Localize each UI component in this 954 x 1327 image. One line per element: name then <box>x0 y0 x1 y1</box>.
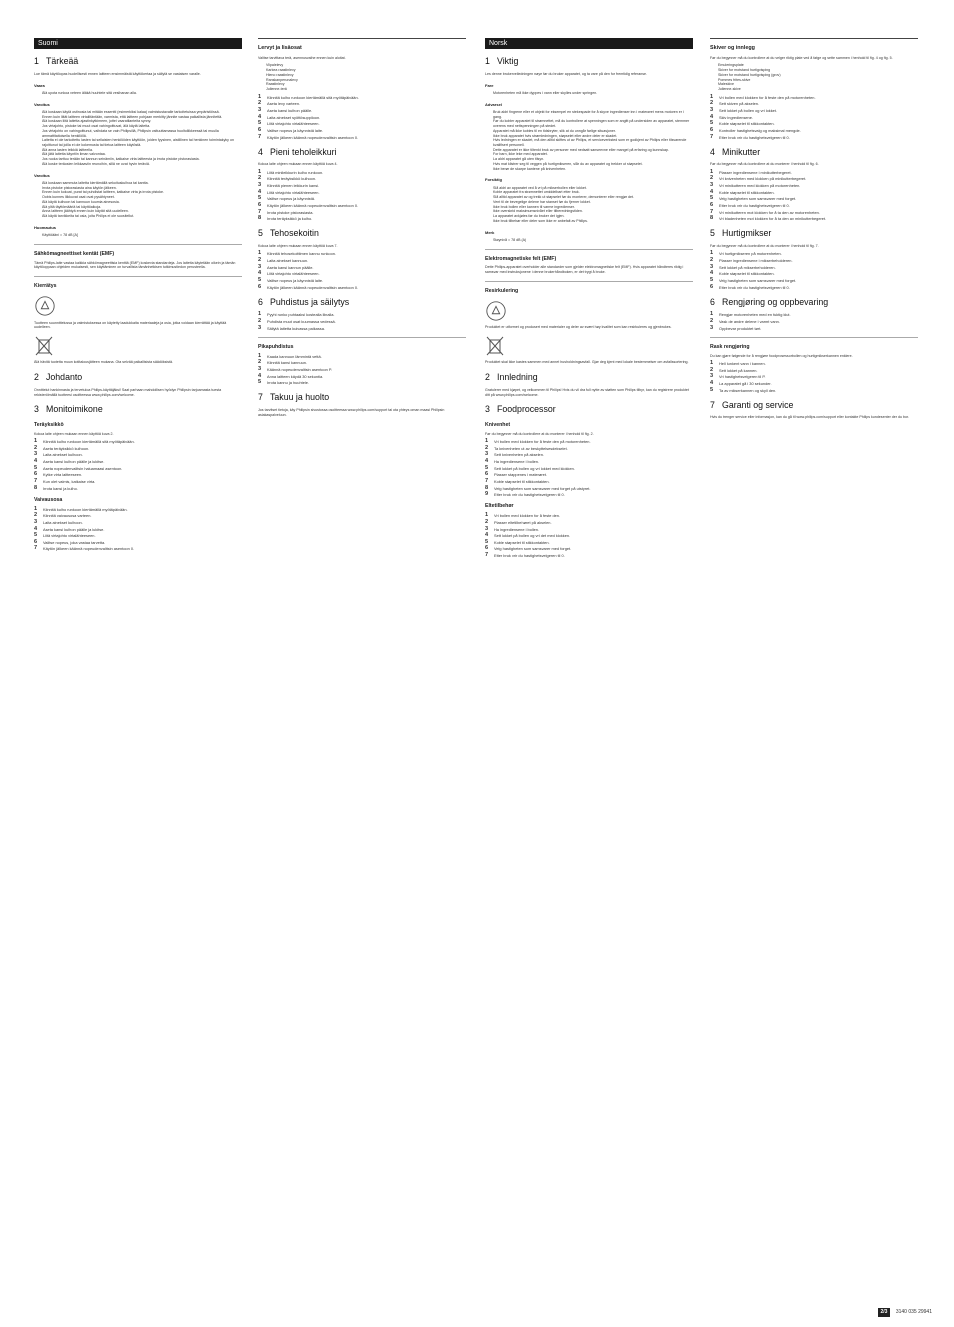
subheading: Kierrätys <box>34 283 57 290</box>
step-item: 3 Sett knivenheten på akselen. <box>485 451 544 458</box>
step-item: 1 Kaada kannuun lämmintä vettä. <box>258 352 322 359</box>
step-item: 5 Koble støpselet til stikkontakten. <box>710 120 775 127</box>
step-item: 6 Plasser stappenes i materøret. <box>485 471 547 478</box>
section-title: 1 Tärkeää <box>34 56 79 67</box>
step-item: 4 Liitä virtajohto virtalähteeseen. <box>258 188 320 195</box>
step-item: 6 Kontroller hastighetsvalg og maksimal mengde. <box>710 127 801 134</box>
disc-list <box>710 63 918 91</box>
step-item: 4 Liitä virtajohto virtalähteeseen. <box>258 270 320 277</box>
paragraph: Kokoa laite ohjeen mukaan ennen käyttöä kuva 4. <box>258 162 338 167</box>
accessory-list <box>258 63 466 91</box>
subheading: Rask rengjøring <box>710 343 750 350</box>
list-item: • Hieno raastinlevy <box>266 73 466 78</box>
step-item: 3 Laita ainekset kulhoon. <box>34 451 83 458</box>
list-item: • Koble apparatet fra strømnettet umiddelbart etter bruk. <box>493 190 693 195</box>
step-item: 4 La apparatet gå i 30 sekunder. <box>710 379 772 386</box>
paragraph: Før du begynner må du kontrollere at du monterer i henhold til fig. 7. <box>710 244 819 249</box>
paragraph: Før du begynner må du kontrollere at du velger riktig plate ved å følge og sette sammen i henhold til fig. 4 og fig. 5. <box>710 56 893 61</box>
recycle-icon <box>485 300 507 322</box>
paragraph: Jos tarvitset tietoja, käy Philipsin sivustossa osoitteessa www.philips.com/support tai ota yhteys oman maasi Philipsin asiakaspalveluun. <box>258 408 445 417</box>
list-item: • Anna laitteen jäähtyä ennen kuin käytät sitä uudelleen. <box>42 209 242 214</box>
list-item: • Slå alltid apparatet av og trekk ut støpselet før du monterer, demonterer eller rengjør det. <box>493 195 693 200</box>
list-item: • Ennen kuin kokoat, purat tai puhdistat laitteen, katkaise virta ja irrota pistoke. <box>42 190 242 195</box>
step-item: 3 Käännä nopeudenvalitsin asentoon P. <box>258 365 333 372</box>
crossed-bin-icon <box>34 335 54 357</box>
step-item: 2 Vri knivenheten med klokken på minikutterbegeret. <box>710 175 807 182</box>
list-item: • Dette apparatet er ikke tiltenkt bruk av personer med nedsatt sanseevne eller mangel på erfaring og kunnskap. <box>493 148 693 153</box>
list-item: • Ikke bruk apparatet hvis strømledningen, støpselet eller andre deler er skadet. <box>493 134 693 139</box>
list-item: • Ranskanperunalevy <box>266 78 466 83</box>
step-item: 8 Vri bladenheten mot klokken for å ta den av minikutterbegeret. <box>710 215 827 222</box>
step-item: 2 Plasser ingrediensene i mikserbeholderen. <box>710 256 793 263</box>
step-item: 5 Valitse nopeus ja käynnistä. <box>258 195 315 202</box>
subheading: Forsiktig <box>485 177 502 183</box>
step-item: 5 Koble støpselet til stikkontakten. <box>485 538 550 545</box>
step-item: 4 Aseta kansi kulhon päälle ja lukitse. <box>34 525 105 532</box>
subheading: Advarsel <box>485 101 502 107</box>
step-item: 8 Velg hastigheten som samsvarer med forget på utstyret. <box>485 484 591 491</box>
noise-value: • Støynivå = 78 dB (A) <box>493 238 693 243</box>
caution-list <box>485 186 693 224</box>
subheading: Huomautus <box>34 224 56 230</box>
list-item: • Motorenheten må ikke dyppes i vann eller skylles under springen. <box>493 91 693 96</box>
step-item: 1 Liitä minileikkurin kulho runkoon. <box>258 168 324 175</box>
paragraph: Les denne brukerveiledningen nøye før du bruker apparatet, og ta vare på den for fremtidig referanse. <box>485 71 648 76</box>
step-item: 5 Aseta nopeudenvalitsin haluamaasi asentoon. <box>34 464 123 471</box>
steps-list <box>258 312 466 330</box>
list-item: • Jos virtajohto on vahingoittunut, vaihdata se vain Philipsillä, Philipsin valtuuttamassa huoltoliikkeessä tai muulla ammattitaitoisella henkilöllä. <box>42 129 242 138</box>
paragraph: Kokoa laite ohjeen mukaan ennen käyttöä kuva 2. <box>34 431 114 436</box>
column-no-2 <box>710 38 918 1307</box>
step-item: 9 Etter bruk vrir du hastighetsvelgeren til 0. <box>485 491 565 498</box>
section-title: 1 Viktig <box>485 56 519 67</box>
step-item: 6 Velg hastigheten som samsvarer med forget. <box>485 545 572 552</box>
danger-list <box>485 91 693 96</box>
steps-list <box>258 354 466 386</box>
steps-list <box>485 439 693 497</box>
paragraph: Kokoa laite ohjeen mukaan ennen käyttöä kuva 7. <box>258 244 338 249</box>
step-item: 3 Aseta kansi kannun päälle. <box>258 263 314 270</box>
step-item: 3 Oppbevar produktet tørt. <box>710 324 762 331</box>
list-item: • Hvis mat klistrer seg til veggen på hurtigmikseren, slår du av apparatet og trekker ut støpselet. <box>493 162 693 167</box>
list-item: • Emuleringsplate <box>718 63 918 68</box>
step-item: 1 Rengjør motorenheten med en fuktig klut. <box>710 311 791 318</box>
paragraph: Gratulerer med kjøpet, og velkommen til Philips! Hvis du vil dra full nytte av støtten som Philips tilbyr, kan du registrere produktet ditt på www.philips.com/welcome. <box>485 387 689 397</box>
section-title: 2 Innledning <box>485 372 538 383</box>
list-item: • Maleskive <box>718 82 918 87</box>
section-title: 7 Garanti og service <box>710 399 794 410</box>
subheading: Knivenhet <box>485 421 511 428</box>
steps-list <box>258 170 466 222</box>
step-item: 5 Sett lokket på bollen og vri lokket med klokken. <box>485 464 575 471</box>
list-item: • Älä käytä kulhoon tai kannuun kuumia ainesosia. <box>42 200 242 205</box>
step-item: 6 Käytön jälkeen käännä nopeudenvalitsin asentoon 0. <box>258 283 359 290</box>
step-item: 7 Etter bruk vrir du hastighetsvelgeren til 0. <box>485 552 565 559</box>
list-item: • Laitetta ei ole tarkoitettu lasten tai sellaisten henkilöiden käyttöön, joiden fyysinen, aistillinen tai henkinen toimintakyky on rajoittunut tai joilla ei ole kokemusta tai tietoa laitteen käytöstä. <box>42 138 242 147</box>
step-item: 1 Kiinnitä tehosekoittimen kannu runkoon. <box>258 250 336 257</box>
step-item: 7 Etter bruk vrir du hastighetsvelgeren til 0. <box>710 133 790 140</box>
language-tag: Suomi <box>34 38 242 49</box>
section-title: 3 Foodprocessor <box>485 404 556 415</box>
step-item: 5 Velg hastigheten som samsvarer med forget. <box>710 195 797 202</box>
step-item: 7 Käytön jälkeen käännä nopeudenvalitsin asentoon 0. <box>258 133 359 140</box>
list-item: • Skiver for motstand hurtigvisping (grov) <box>718 73 918 78</box>
step-item: 1 Vri bollen med klokken for å feste den på motorenheten. <box>485 437 591 444</box>
subheading: Varoitus <box>34 101 50 107</box>
paragraph: Tuotteen suunnittelussa ja valmistuksessa on käytetty laadukkaita materiaaleja ja osia, jotka voidaan kierrättää ja käyttää uudelleen. <box>34 320 227 330</box>
step-item: 6 Etter bruk vrir du hastighetsvelgeren til 0. <box>710 283 790 290</box>
subheading: Eltetilbehør <box>485 503 514 510</box>
list-item: • Ikke bruk tilbehør eller deler som ikke er anbefalt av Philips. <box>493 219 693 224</box>
paragraph: Dette Philips-apparatet overholder alle standarder som gjelder elektromagnetiske felt (EMF). Hvis apparatet håndteres riktig i samsvar med instruksjonene i denne brukerhåndboken, er det trygt å bruke. <box>485 265 684 275</box>
list-item: • Vent til de bevegelige delene har stanset før du fjerner lokket. <box>493 200 693 205</box>
page-number: 2/3 <box>878 1308 891 1317</box>
step-item: 6 Käytön jälkeen käännä nopeudenvalitsin asentoon 0. <box>258 201 359 208</box>
steps-list <box>710 361 918 393</box>
step-item: 2 Vask de andre delene i varmt vann. <box>710 318 780 324</box>
paragraph: Valitse tarvittava terä, asennusvaihe ennen kuin aloitat. <box>258 56 346 61</box>
step-item: 7 Vri minikutteren mot klokken for å ta den av motorenheten. <box>710 208 820 215</box>
steps-list <box>710 251 918 289</box>
paragraph: Lue tämä käyttöopas huolellisesti ennen laitteen ensimmäistä käyttökertaa ja säilytä se vastaisen varalle. <box>34 71 201 76</box>
list-item: • Ikke berør de skarpe kantene på knivenheten. <box>493 167 693 172</box>
step-item: 5 Liitä virtajohto virtalähteeseen. <box>34 532 96 539</box>
list-item: • Skiver for motstand hurtigvisping <box>718 68 918 73</box>
list-item: • La aldri apparatet gå uten tilsyn. <box>493 157 693 162</box>
paragraph: Älä hävitä tuotetta muun kotitalousjätteen mukana. Ota selvää paikallisista säädöksistä. <box>34 360 174 365</box>
step-item: 4 Sett lokket på bollen og vri det med klokken. <box>485 532 571 539</box>
step-item: 1 Kiinnitä kulho runkoon kiertämällä sitä myötäpäivään. <box>258 93 359 100</box>
list-item: • Julienne-terä <box>266 87 466 92</box>
subheading: Resirkulering <box>485 287 519 294</box>
list-item: • Älä koskaan sammuta laitetta kiertämällä sekoituskulhoa tai kantta. <box>42 181 242 186</box>
subheading: Sähkömagneettiset kentät (EMF) <box>34 250 115 257</box>
section-title: 4 Pieni teholeikkuri <box>258 146 337 157</box>
step-item: 3 Ha ingrediensene i bollen. <box>485 525 539 532</box>
list-item: • Raastinlevy <box>266 82 466 87</box>
warning-list <box>34 110 242 167</box>
step-item: 2 Ta knivenheten ut av beskyttelsesdekselet. <box>485 444 568 451</box>
step-item: 7 Koble støpselet til stikkontakten. <box>485 477 550 484</box>
list-item: • Jos ruoka tarttuu terään tai kannun seinämiin, katkaise virta laitteesta ja irrota pistoke pistorasiasta. <box>42 157 242 162</box>
step-item: 6 Etter bruk vrir du hastighetsvelgeren til 0. <box>710 201 790 208</box>
section-title: 4 Minikutter <box>710 146 761 157</box>
list-item: • La apparatet avkjøles før du bruker det igjen. <box>493 214 693 219</box>
step-item: 1 Hell lunkent vann i kannen. <box>710 359 766 366</box>
language-tag: Norsk <box>485 38 693 49</box>
step-item: 3 Säilytä laitetta kuivassa paikassa. <box>258 324 325 331</box>
list-item: • Karkea raastinlevy <box>266 68 466 73</box>
step-item: 4 Aseta kansi kulhon päälle ja lukitse. <box>34 457 105 464</box>
crossed-bin-icon <box>485 335 505 357</box>
step-item: 4 Anna laitteen käydä 30 sekuntia. <box>258 372 324 379</box>
caution-list <box>34 181 242 219</box>
list-item: • Hvis ledningen er skadet, må den alltid skiftes ut av Philips, et serviceverksted som er godkjent av Philips eller tilsvarende kvalifisert personell. <box>493 138 693 147</box>
paragraph: Onnittelut hankinnasta ja tervetuloa Philips-käyttäjäksi! Saat parhaan mahdollisen hyödyn Philipsin tarjoamasta tuesta rekisteröimällä tuotteesi osoitteessa www.philips.com/welcome. <box>34 387 222 397</box>
step-item: 5 Liitä virtajohto virtalähteeseen. <box>258 120 320 127</box>
step-item: 2 Plasser eltetilbehøret på akselen. <box>485 518 552 525</box>
list-item: • Oobis kunnes liikkuvat osat ovat pysähtyneet. <box>42 195 242 200</box>
list-item: • Älä käytä tarvikkeita tai osia, joita Philips ei ole suositellut. <box>42 214 242 219</box>
step-item: 8 Irrota teräyksikkö ja kulho. <box>258 215 313 222</box>
list-item: • Bruk aldri fingrene eller et objekt for eksempel en stekespade for å skyve ingredienser inn i materøret mens motoren er i gang. <box>493 110 693 119</box>
step-item: 3 Laita ainekset kulhoon. <box>34 518 83 525</box>
list-item: • Pommes frites-skive <box>718 78 918 83</box>
step-item: 2 Kiinnitä kansi kannuun. <box>258 359 308 366</box>
list-item: • Älä upota runkoa veteen äläkä huuhtele sitä vesihanan alla. <box>42 91 242 96</box>
subheading: Merk <box>485 229 495 235</box>
step-item: 1 Kiinnitä kulho runkoon kiertämällä sitä myötäpäivään. <box>34 437 135 444</box>
step-item: 4 Koble støpselet til stikkontakten. <box>710 188 775 195</box>
step-item: 4 Ha ingrediensene i bollen. <box>485 457 539 464</box>
list-item: • Älä koskaan käytä ostinosia tai mitään essentti (esimerkiksi kalaa) valmistustavalle tarkoitetuissa ympäristöissä. <box>42 110 242 115</box>
paragraph: Før du begynner må du kontrollere at du monterer i henhold til fig. 6. <box>710 162 819 167</box>
section-title: 5 Hurtigmikser <box>710 228 772 239</box>
step-item: 2 Kiinnitä teräyksikkö kulhoon. <box>258 175 317 182</box>
list-item: • Før du kobler apparatet til strømnettet, må du kontrollere at spenningen som er angitt på undersiden av apparatet, stemmer overens med nettspenningen på stedet. <box>493 119 693 128</box>
document-code: 3140 035 29941 <box>895 1309 932 1316</box>
paragraph: Produktet er utformet og produsert med materialer og deler av svært høy kvalitet som kan resirkuleres og gjenbrukes. <box>485 325 672 330</box>
step-item: 1 Vri hurtigmikseren på motorenheten. <box>710 250 782 257</box>
step-item: 5 Ta av mikserkannen og skyll den. <box>710 386 777 393</box>
section-title: 2 Johdanto <box>34 372 83 383</box>
section-title: 5 Tehosekoitin <box>258 228 319 239</box>
step-item: 7 Irrota pistoke pistorasiasta. <box>258 208 314 215</box>
steps-list <box>485 513 693 558</box>
danger-list <box>34 91 242 96</box>
step-item: 1 Vri bollen med klokken for å feste den på motorenheten. <box>710 93 816 100</box>
step-item: 1 Plasser ingrediensene i minikutterbegeret. <box>710 168 792 175</box>
list-item: • Ennen kuin liität laitteen virtaliitäntään, varmista, että laitteen pohjaan merkitty jännite vastaa paikallista jännitettä. <box>42 115 242 120</box>
step-item: 5 Valitse nopeus ja käynnistä laite. <box>258 276 324 283</box>
steps-list <box>258 251 466 289</box>
step-item: 3 Vri minikutteren med klokken på motorenheten. <box>710 182 801 189</box>
step-item: 2 Puhdista muut osat kuumassa vedessä. <box>258 318 336 324</box>
subheading: Lervyt ja lisäosat <box>258 45 302 51</box>
column-fi-2 <box>258 38 466 1307</box>
subheading: Skiver og innlegg <box>710 45 755 51</box>
step-item: 3 Vri hastighetsvelgeren til P. <box>710 373 766 380</box>
warning-list <box>485 110 693 172</box>
subheading: Vaivausosa <box>34 496 63 503</box>
noise-value: • Käyttöääni = 78 dB [A] <box>42 233 242 238</box>
subheading: Elektromagnetiske felt (EMF) <box>485 255 557 262</box>
paragraph: Produktet skal ikke kastes sammen med annet husholdningsavfall. Gjør deg kjent med lokale bestemmelser om avfallssortering. <box>485 360 689 365</box>
step-item: 3 Kiinnitä pienen leikkurin kansi. <box>258 182 320 189</box>
step-item: 2 Sett lokket på kannen. <box>710 366 758 373</box>
steps-list <box>710 312 918 330</box>
section-title: 3 Monitoimikone <box>34 404 103 415</box>
step-item: 6 Valitse nopeus ja käynnistä laite. <box>258 127 324 134</box>
steps-list <box>710 95 918 140</box>
section-title: 7 Takuu ja huolto <box>258 392 330 403</box>
subheading: Teräyksikkö <box>34 421 64 428</box>
step-item: 3 Sett lokket på mikserbeholderen. <box>710 263 776 270</box>
recycle-icon <box>34 295 56 317</box>
list-item: • Irrota pistoke pistorasiasta aina käytön jälkeen. <box>42 186 242 191</box>
step-item: 2 Sett skiven på akselen. <box>710 100 760 107</box>
column-fi-1 <box>34 38 242 1307</box>
section-title: 6 Rengjøring og oppbevaring <box>710 296 829 307</box>
paragraph: Tämä Philips-laite vastaa kaikkia sähkömagneettisia kenttiä (EMF) koskevia standardeja. Jos laitetta käytetään oikein ja tämän käyttöoppaan ohjeiden mukaisesti, sen käyttäminen on turvallista tämänhetkisen tutkimustiedon perusteella. <box>34 260 236 270</box>
list-item: • Julienne-skive <box>718 87 918 92</box>
step-item: 2 Aseta teräyksikkö kulhoon. <box>34 444 90 451</box>
steps-list <box>710 170 918 222</box>
subheading: Fare <box>485 82 494 88</box>
step-item: 1 Kiinnitä kulho runkoon kiertämällä myötäpäivään. <box>34 505 128 512</box>
paragraph: Du kan gjøre følgende for å rengjøre foodprosessorbollen og hurtigmikserkannen enklere. <box>710 353 853 358</box>
step-item: 2 Kiinnitä vaivausosa varteen. <box>34 512 92 519</box>
step-item: 6 Valitse nopeus, joka vastaa tarvetta. <box>34 538 106 545</box>
step-item: 8 Irrota kansi ja kulho. <box>34 484 78 491</box>
step-item: 5 Irrota kannu ja huuhtele. <box>258 379 309 386</box>
list-item: • Älä jätä laitetta käyntiin ilman valvontaa. <box>42 152 242 157</box>
list-item: • Apparatet må ikke kobles til en tidsbryter, slik at du unngår farlige situasjoner. <box>493 129 693 134</box>
subheading: Pikapuhdistus <box>258 343 294 350</box>
list-item: • Älä ylitä täyttömääriä tai käyttöaikoja. <box>42 205 242 210</box>
step-item: 1 Vri bollen med klokken for å feste den. <box>485 512 561 519</box>
subheading: Varoitus <box>34 172 50 178</box>
list-item: • Älä koskaan liitä laitetta ajastinkytkimeen, jottei vaaratilanteita synny. <box>42 119 242 124</box>
list-item: • Ikke bruk bollen eller kannen til varme ingredienser. <box>493 205 693 210</box>
step-item: 1 Pyyhi runko puhtaaksi kostealla liinalla. <box>258 311 335 318</box>
step-item: 3 Sett lokket på bollen og vri lokket. <box>710 107 777 114</box>
list-item: • Älä anna lasten leikkiä laitteella. <box>42 148 242 153</box>
list-item: • Älä koske teräosien leikkaaviin reunoihin, sillä ne ovat hyvin teräviä. <box>42 162 242 167</box>
steps-list <box>258 95 466 140</box>
steps-list <box>34 507 242 552</box>
paragraph: Hvis du trenger service eller informasjon, kan du gå til www.philips.com/support eller kontakte Philips kundesenter der du bor. <box>710 415 909 420</box>
step-item: 3 Aseta kansi kulhon päälle. <box>258 107 313 114</box>
section-title: 6 Puhdistus ja säilytys <box>258 296 350 307</box>
step-item: 7 Kun olet valmis, katkaise virta. <box>34 477 96 484</box>
step-item: 6 Kytke virta laitteeseen. <box>34 471 83 478</box>
step-item: 2 Laita ainekset kannuun. <box>258 256 309 263</box>
step-item: 4 Skiv ingrediensene. <box>710 113 753 120</box>
subheading: Vaara <box>34 82 45 88</box>
steps-list <box>34 439 242 491</box>
page-footer <box>878 1308 933 1317</box>
paragraph: Før du begynner må du kontrollere at du monterer i henhold til fig. 2. <box>485 431 594 436</box>
step-item: 5 Velg hastigheten som samsvarer med forget. <box>710 276 797 283</box>
step-item: 4 Laita ainekset syöttösuppiloon. <box>258 113 321 120</box>
list-item: • For barn, ikke leke med apparatet. <box>493 152 693 157</box>
step-item: 7 Käytön jälkeen käännä nopeudenvalitsin asentoon 0. <box>34 545 135 552</box>
list-item: • Ikke overskrid maksimumsnivået eller tilberedningstiden. <box>493 209 693 214</box>
list-item: • Slå aldri av apparatet ved å vri på mikserbollen eller lokket. <box>493 186 693 191</box>
list-item: • Jos virtajohto, pistoke tai muut osat vahingoittuvat, älä käytä laitetta. <box>42 124 242 129</box>
column-no-1 <box>485 38 693 1307</box>
step-item: 2 Aseta levy varteen. <box>258 100 301 107</box>
step-item: 4 Koble støpselet til stikkontakten. <box>710 270 775 277</box>
list-item: • Viipalelevy <box>266 63 466 68</box>
